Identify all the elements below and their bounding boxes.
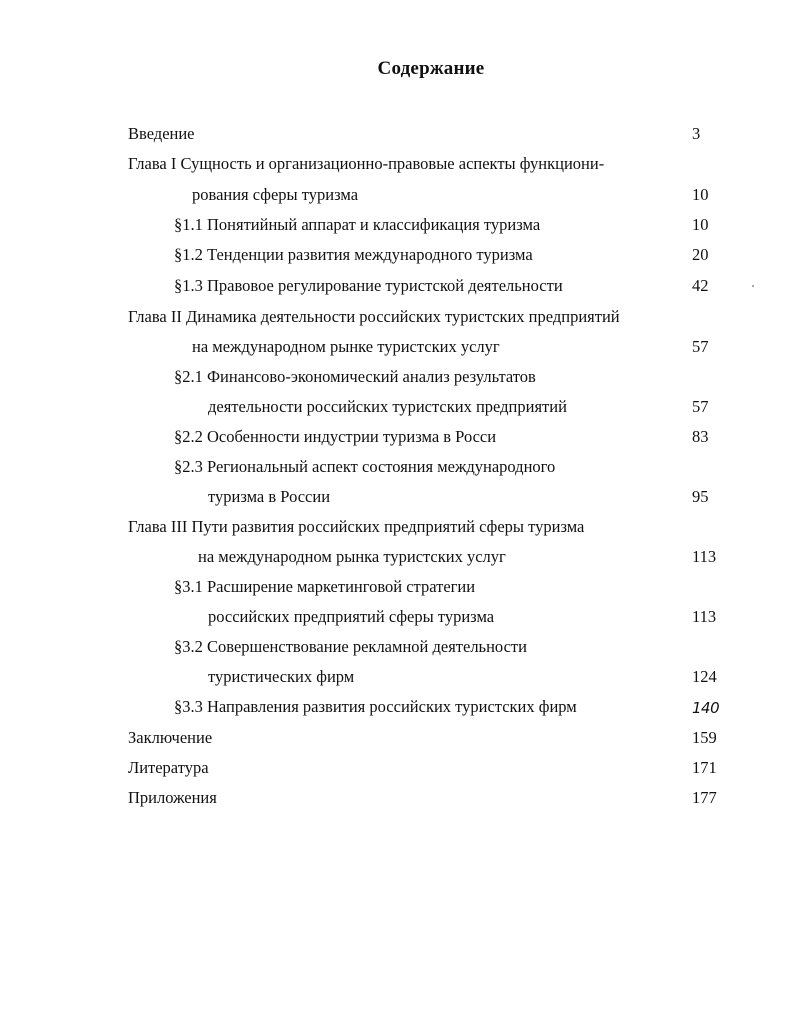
toc-page-section-2-1: 57 xyxy=(692,397,709,416)
toc-section-1-1: §1.1 Понятийный аппарат и классификация туризма xyxy=(174,215,541,234)
toc-section-1-3: §1.3 Правовое регулирование туристской деятельности xyxy=(174,276,563,295)
toc-page-conclusion: 159 xyxy=(692,728,717,747)
toc-page-section-1-3: 42 xyxy=(692,276,709,295)
toc-page-section-2-3: 95 xyxy=(692,487,709,506)
toc-entry-conclusion: Заключение xyxy=(128,728,213,747)
toc-section-3-2-line-1: §3.2 Совершенствование рекламной деятельности xyxy=(174,637,527,656)
toc-chapter-2-line-1: Глава II Динамика деятельности российских туристских предприятий xyxy=(128,307,620,326)
toc-page-literature: 171 xyxy=(692,758,717,777)
toc-section-3-1-line-2: российских предприятий сферы туризма xyxy=(208,607,495,626)
toc-section-2-3-line-2: туризма в России xyxy=(208,487,331,506)
page-title: Содержание xyxy=(377,58,485,79)
toc-page-section-3-1: 113 xyxy=(692,607,717,626)
toc-entry-literature: Литература xyxy=(128,758,209,777)
toc-page-section-1-2: 20 xyxy=(692,245,709,264)
toc-page-section-1-1: 10 xyxy=(692,215,709,234)
toc-page-chapter-1: 10 xyxy=(692,185,709,204)
toc-section-3-2-line-2: туристических фирм xyxy=(208,667,355,686)
toc-section-3-1-line-1: §3.1 Расширение маркетинговой стратегии xyxy=(174,577,476,596)
toc-page-introduction: 3 xyxy=(692,124,701,143)
toc-section-2-1-line-2: деятельности российских туристских предприятий xyxy=(208,397,567,416)
toc-page-chapter-3: 113 xyxy=(692,547,717,566)
toc-chapter-2-line-2: на международном рынке туристских услуг xyxy=(192,337,500,356)
toc-page-section-3-2: 124 xyxy=(692,667,717,686)
toc-page-appendix: 177 xyxy=(692,788,717,807)
toc-page-section-3-3: 140 xyxy=(692,699,720,717)
scan-speck xyxy=(752,285,754,287)
toc-page-chapter-2: 57 xyxy=(692,337,709,356)
toc-chapter-1-line-1: Глава I Сущность и организационно-правовые аспекты функциони- xyxy=(128,154,605,173)
toc-entry-appendix: Приложения xyxy=(128,788,217,807)
toc-entry-introduction: Введение xyxy=(128,124,195,143)
toc-page-section-2-2: 83 xyxy=(692,427,709,446)
toc-section-1-2: §1.2 Тенденции развития международного туризма xyxy=(174,245,533,264)
toc-chapter-3-line-2: на международном рынка туристских услуг xyxy=(198,547,506,566)
toc-section-2-2: §2.2 Особенности индустрии туризма в Росси xyxy=(174,427,497,446)
toc-section-3-3: §3.3 Направления развития российских туристских фирм xyxy=(174,697,577,716)
toc-section-2-1-line-1: §2.1 Финансово-экономический анализ результатов xyxy=(174,367,536,386)
toc-chapter-1-line-2: рования сферы туризма xyxy=(192,185,359,204)
toc-section-2-3-line-1: §2.3 Региональный аспект состояния международного xyxy=(174,457,556,476)
toc-chapter-3-line-1: Глава III Пути развития российских предприятий сферы туризма xyxy=(128,517,585,536)
